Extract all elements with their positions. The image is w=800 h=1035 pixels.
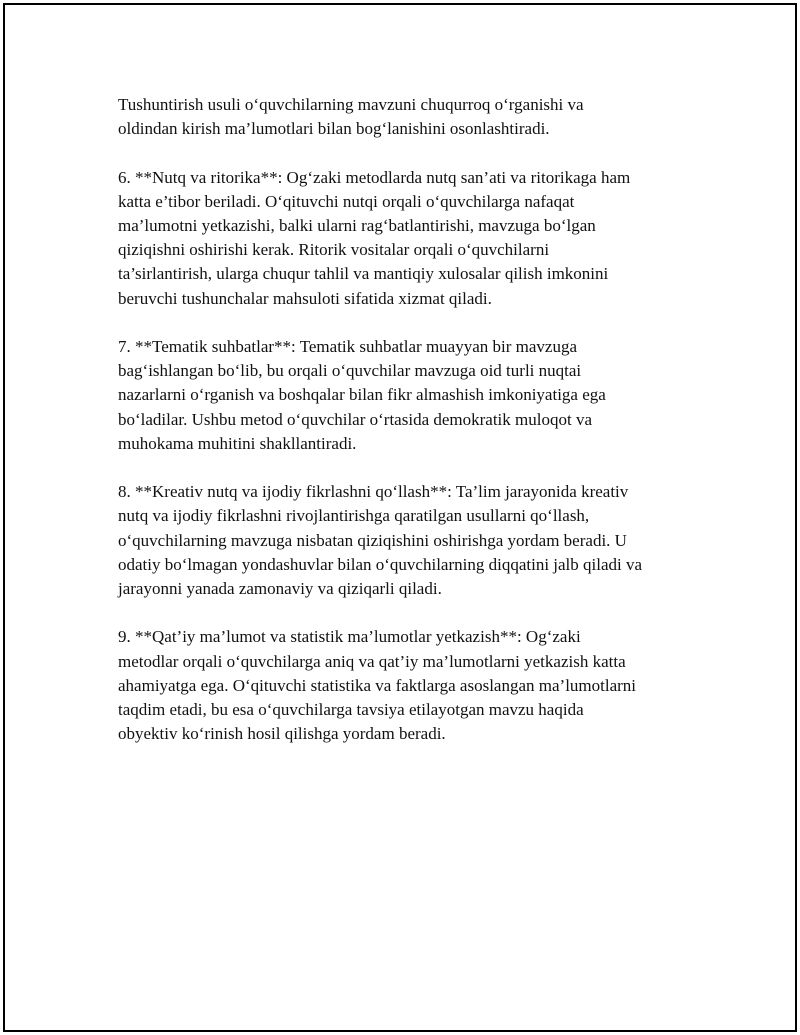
paragraph-intro: Tushuntirish usuli o‘quvchilarning mavzuni chuqurroq o‘rganishi va oldindan kirish ma’lumotlari bilan bog‘lanishini osonlashtiradi. [118,95,584,139]
paragraph-item-6: 6. **Nutq va ritorika**: Og‘zaki metodlarda nutq san’ati va ritorikaga ham katta e’tibor beriladi. O‘qituvchi nutqi orqali o‘quvchilarga nafaqat ma’lumotni yetkazishi, balki ularni rag‘batlantirishi, mavzuga bo‘lgan qiziqishni oshirishi kerak. Ritorik vositalar orqali o‘quvchilarni ta’sirlantirish, ularga chuqur tahlil va mantiqiy xulosalar qilish imkonini beruvchi tushunchalar mahsuloti sifatida xizmat qiladi. [118,167,631,308]
paragraph-item-8: 8. **Kreativ nutq va ijodiy fikrlashni qo‘llash**: Ta’lim jarayonida kreativ nutq va ijodiy fikrlashni rivojlantirishga qaratilgan usullarni qo‘llash, o‘quvchilarning mavzuga nisbatan qiziqishini oshirishga yordam beradi. U odatiy bo‘lmagan yondashuvlar bilan o‘quvchilarning diqqatini jalb qiladi va jarayonni yanada zamonaviy va qiziqarli qiladi. [118,482,643,599]
paragraph-item-9: 9. **Qat’iy ma’lumot va statistik ma’lumotlar yetkazish**: Og‘zaki metodlar orqali o‘quvchilarga aniq va qat’iy ma’lumotlarni yetkazish katta ahamiyatga ega. O‘qituvchi statistika va faktlarga asoslangan ma’lumotlarni taqdim etadi, bu esa o‘quvchilarga tavsiya etilayotgan mavzu haqida obyektiv ko‘rinish hosil qilishga yordam beradi. [118,627,637,744]
paragraph-item-7: 7. **Tematik suhbatlar**: Tematik suhbatlar muayyan bir mavzuga bag‘ishlangan bo‘lib, bu orqali o‘quvchilar mavzuga oid turli nuqtai nazarlarni o‘rganish va boshqalar bilan fikr almashish imkoniyatiga ega bo‘ladilar. Ushbu metod o‘quvchilar o‘rtasida demokratik muloqot va muhokama muhitini shakllantiradi. [118,337,606,453]
document-body [118,93,698,771]
